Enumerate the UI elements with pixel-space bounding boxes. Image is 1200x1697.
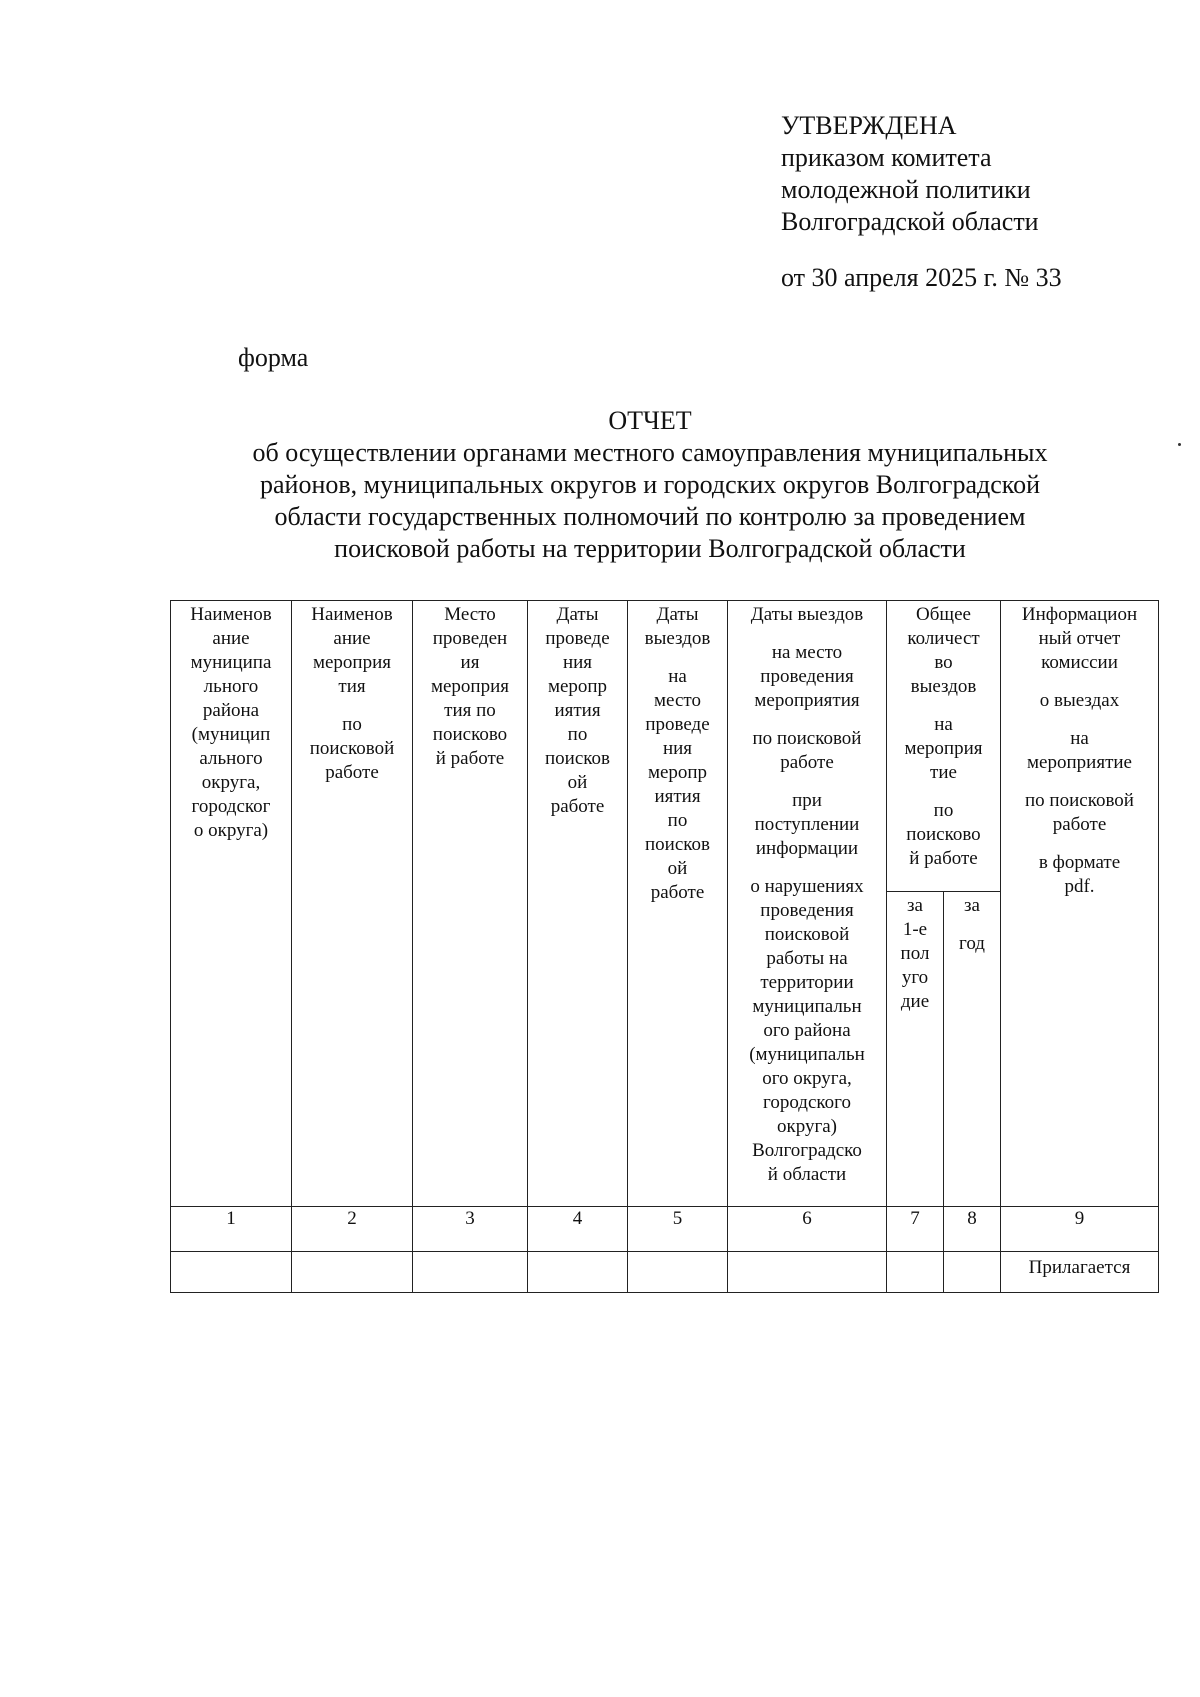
data-cell bbox=[528, 1252, 628, 1293]
header-text-line: й области bbox=[767, 1164, 847, 1185]
header-text-line: ого района bbox=[763, 1020, 851, 1041]
header-text-line: проведен bbox=[432, 628, 508, 649]
header-text-line: на bbox=[934, 714, 953, 735]
header-text-line: Даты выездов bbox=[750, 604, 864, 625]
header-cell-col9 bbox=[1001, 601, 1159, 1207]
header-text-line: городског bbox=[191, 796, 271, 817]
report-title-block bbox=[170, 405, 1130, 565]
data-cell-attached: Прилагается bbox=[1001, 1252, 1159, 1293]
column-number: 5 bbox=[628, 1207, 728, 1252]
header-text-line: округа) bbox=[776, 1116, 838, 1137]
header-text-line: мероприя bbox=[904, 738, 983, 759]
header-text-line bbox=[1004, 837, 1155, 851]
approval-line: приказом комитета bbox=[781, 143, 992, 172]
scan-dot bbox=[1178, 443, 1181, 446]
header-text-line: Волгоградско bbox=[752, 1140, 862, 1161]
header-text-line: о округа) bbox=[193, 820, 269, 841]
header-text-line: поисково bbox=[432, 724, 508, 745]
header-text-line: Даты bbox=[656, 604, 699, 625]
header-text-line: выездов bbox=[910, 676, 977, 697]
header-text-line: ание bbox=[212, 628, 250, 649]
header-text-line: по bbox=[342, 714, 362, 735]
header-text-line: мероприятия bbox=[754, 690, 860, 711]
header-text-line bbox=[1004, 675, 1155, 689]
header-text-line: поисково bbox=[906, 824, 981, 845]
header-text-line: поисковой bbox=[764, 924, 850, 945]
header-text-line: за bbox=[907, 895, 923, 916]
header-text-line: пол bbox=[900, 943, 930, 964]
header-cell-col3 bbox=[413, 601, 528, 1207]
header-text-line: муниципа bbox=[190, 652, 272, 673]
header-text-line: о нарушениях bbox=[750, 876, 864, 897]
header-text-line: тия bbox=[338, 676, 366, 697]
header-text-line: Информацион bbox=[1021, 604, 1138, 625]
form-label: форма bbox=[238, 343, 309, 372]
header-text-line bbox=[1004, 775, 1155, 789]
header-text-line: работе bbox=[650, 882, 705, 903]
header-text-line: поисковой bbox=[309, 738, 395, 759]
header-text-line bbox=[890, 785, 997, 799]
header-text-line: уго bbox=[901, 967, 929, 988]
header-text-line: ный отчет bbox=[1038, 628, 1121, 649]
header-text-line: ой bbox=[567, 772, 588, 793]
data-cell bbox=[944, 1252, 1001, 1293]
header-text-line: тие bbox=[930, 762, 957, 783]
header-text-line: проведения bbox=[760, 666, 854, 687]
column-number: 8 bbox=[944, 1207, 1001, 1252]
header-text-line: территории bbox=[760, 972, 854, 993]
header-text-line: информации bbox=[755, 838, 859, 859]
header-text-line: ального bbox=[199, 748, 263, 769]
header-text-line bbox=[731, 627, 883, 641]
header-text-line bbox=[731, 775, 883, 789]
header-text-line: округа, bbox=[201, 772, 261, 793]
header-text-line: на bbox=[1070, 728, 1089, 749]
header-text-line: Место bbox=[444, 604, 496, 625]
header-text-line bbox=[890, 699, 997, 713]
report-subtitle-line: районов, муниципальных округов и городских округов Волгоградской bbox=[260, 470, 1040, 499]
report-subtitle-line: области государственных полномочий по контролю за проведением bbox=[274, 502, 1026, 531]
header-cell-col1 bbox=[171, 601, 292, 1207]
header-text-line: поисков bbox=[544, 748, 610, 769]
header-text-line: й работе bbox=[909, 848, 978, 869]
header-text-line: по поисковой bbox=[1025, 790, 1134, 811]
header-text-line: работе bbox=[1052, 814, 1107, 835]
header-text-line: комиссии bbox=[1041, 652, 1118, 673]
header-text-line: о выездах bbox=[1039, 690, 1120, 711]
approval-line: молодежной политики bbox=[781, 175, 1031, 204]
column-number: 6 bbox=[728, 1207, 887, 1252]
header-text-line: работы на bbox=[766, 948, 848, 969]
header-text-line: иятия bbox=[554, 700, 601, 721]
header-cell-col7 bbox=[887, 892, 944, 1207]
header-text-line: Общее bbox=[916, 604, 971, 625]
header-text-line: количест bbox=[907, 628, 980, 649]
header-text-line: ой bbox=[667, 858, 688, 879]
header-text-line: мероприя bbox=[312, 652, 392, 673]
header-text-line bbox=[947, 918, 997, 932]
header-cell-col8 bbox=[944, 892, 1001, 1207]
header-text-line: Наименов bbox=[190, 604, 272, 625]
column-number: 1 bbox=[171, 1207, 292, 1252]
data-cell bbox=[887, 1252, 944, 1293]
header-text-line: работе bbox=[550, 796, 605, 817]
header-text-line: проведения bbox=[760, 900, 854, 921]
approval-block bbox=[781, 110, 1062, 294]
header-text-line: меропр bbox=[547, 676, 608, 697]
column-number: 2 bbox=[292, 1207, 413, 1252]
report-subtitle-line: поисковой работы на территории Волгоградской области bbox=[334, 534, 966, 563]
header-cell-col2 bbox=[292, 601, 413, 1207]
header-text-line bbox=[731, 713, 883, 727]
header-text-line: проведе bbox=[645, 714, 710, 735]
header-text-line: при bbox=[792, 790, 822, 811]
header-text-line: в формате bbox=[1038, 852, 1121, 873]
header-text-line: во bbox=[934, 652, 953, 673]
header-text-line: поступлении bbox=[754, 814, 860, 835]
header-text-line: (муницип bbox=[191, 724, 271, 745]
header-text-line: поисков bbox=[644, 834, 710, 855]
header-text-line: по bbox=[667, 810, 688, 831]
header-text-line: работе bbox=[325, 762, 379, 783]
approval-line: Волгоградской области bbox=[781, 207, 1039, 236]
header-text-line: мероприя bbox=[430, 676, 510, 697]
column-number: 7 bbox=[887, 1207, 944, 1252]
header-text-line: 1-е bbox=[902, 919, 928, 940]
header-text-line: меропр bbox=[647, 762, 708, 783]
report-table bbox=[170, 600, 1159, 1293]
header-text-line: й работе bbox=[435, 748, 505, 769]
data-cell bbox=[728, 1252, 887, 1293]
header-text-line: (муниципальн bbox=[749, 1044, 865, 1065]
header-text-line: Наименов bbox=[311, 604, 393, 625]
header-cell-col7-8 bbox=[887, 601, 1001, 892]
approval-heading: УТВЕРЖДЕНА bbox=[781, 111, 957, 140]
header-text-line: на bbox=[668, 666, 687, 687]
data-cell bbox=[292, 1252, 413, 1293]
header-text-line: по поисковой bbox=[752, 728, 862, 749]
header-text-line: выездов bbox=[644, 628, 711, 649]
header-text-line: муниципальн bbox=[752, 996, 862, 1017]
header-text-line: по bbox=[933, 800, 954, 821]
header-text-line bbox=[631, 651, 724, 665]
table-header-row bbox=[171, 601, 1159, 892]
report-subtitle-line: об осуществлении органами местного самоуправления муниципальных bbox=[252, 438, 1048, 467]
header-text-line: по bbox=[567, 724, 588, 745]
header-text-line: ния bbox=[562, 652, 593, 673]
report-title: ОТЧЕТ bbox=[608, 406, 692, 435]
header-text-line: ого округа, bbox=[762, 1068, 852, 1089]
header-text-line: место bbox=[654, 690, 701, 711]
header-text-line bbox=[731, 861, 883, 875]
column-number: 4 bbox=[528, 1207, 628, 1252]
header-text-line: тия по bbox=[444, 700, 496, 721]
header-text-line: работе bbox=[780, 752, 834, 773]
column-number-row bbox=[171, 1207, 1159, 1252]
header-cell-col4 bbox=[528, 601, 628, 1207]
header-text-line: ния bbox=[662, 738, 693, 759]
header-text-line bbox=[1004, 713, 1155, 727]
header-text-line: pdf. bbox=[1064, 876, 1095, 897]
header-text-line: мероприятие bbox=[1027, 752, 1132, 773]
data-cell bbox=[413, 1252, 528, 1293]
header-cell-col5 bbox=[628, 601, 728, 1207]
header-text-line: дие bbox=[900, 991, 930, 1012]
header-text-line: иятия bbox=[654, 786, 701, 807]
header-text-line: городского bbox=[763, 1092, 851, 1113]
order-date: от 30 апреля 2025 г. № 33 bbox=[781, 263, 1062, 292]
header-text-line bbox=[295, 699, 409, 713]
header-text-line: ание bbox=[333, 628, 371, 649]
header-text-line: Даты bbox=[556, 604, 599, 625]
header-text-line: на место bbox=[771, 642, 843, 663]
header-text-line: ия bbox=[460, 652, 480, 673]
data-cell bbox=[171, 1252, 292, 1293]
header-text-line: за bbox=[964, 895, 980, 916]
column-number: 3 bbox=[413, 1207, 528, 1252]
header-text-line: льного bbox=[203, 676, 259, 697]
header-cell-col6 bbox=[728, 601, 887, 1207]
header-text-line: год bbox=[959, 933, 985, 954]
table-data-row bbox=[171, 1252, 1159, 1293]
column-number: 9 bbox=[1001, 1207, 1159, 1252]
header-text-line: проведе bbox=[545, 628, 610, 649]
header-text-line: района bbox=[202, 700, 260, 721]
data-cell bbox=[628, 1252, 728, 1293]
